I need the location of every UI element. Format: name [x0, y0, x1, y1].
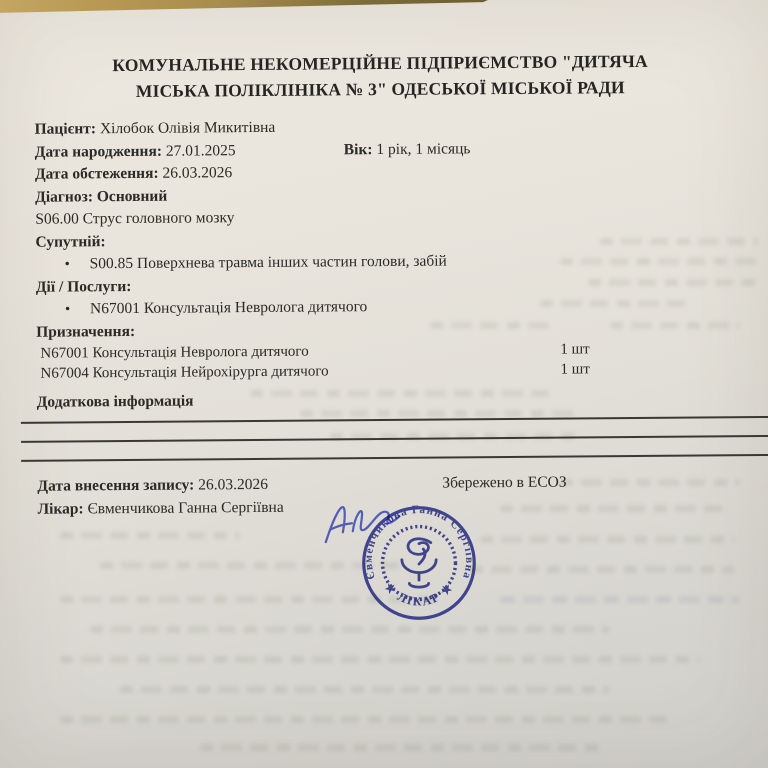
prescription-row [36, 358, 728, 383]
prescriptions-label: Призначення: [36, 322, 136, 341]
doctor-label: Лікар: [37, 499, 84, 518]
age-value: 1 рік, 1 місяць [376, 139, 471, 158]
stamp-ring-text: Євменчикова Ганна Сергіївна [362, 504, 476, 581]
services-label: Дії / Послуги: [35, 277, 132, 296]
stamp-bottom-text: ★ ЛІКАР ★ [381, 579, 457, 609]
birth-date-label: Дата народження: [34, 142, 163, 161]
additional-info-label: Додаткова інформація [36, 392, 194, 411]
patient-label: Пацієнт: [34, 120, 97, 138]
esoz-saved-status: Збережено в ЕСОЗ [442, 473, 567, 492]
prescription-name: N67004 Консультація Нейрохірурга дитячого [40, 363, 329, 382]
diagnosis-main-code: S06.00 Струс головного мозку [35, 209, 235, 228]
prescription-name: N67001 Консультація Невролога дитячого [40, 343, 309, 362]
comorbid-label: Супутній: [35, 232, 106, 251]
entry-date-value: 26.03.2026 [198, 475, 268, 494]
exam-date-label: Дата обстеження: [34, 164, 159, 183]
comorbid-item: • S00.85 Поверхнева травма інших частин голови, забій [36, 248, 728, 276]
patient-name: Хілобок Олівія Микитівна [99, 118, 276, 138]
blank-ruled-lines [21, 408, 768, 462]
prescription-qty: 1 шт [560, 361, 590, 378]
clinic-title: КОМУНАЛЬНЕ НЕКОМЕРЦІЙНЕ ПІДПРИЄМСТВО "ДИТЯЧА МІСЬКА ПОЛІКЛІНІКА № 3" ОДЕСЬКОЇ МІСЬКОЇ РАДИ [112, 50, 648, 101]
birth-date-value: 27.01.2025 [165, 141, 236, 160]
prescription-qty: 1 шт [560, 341, 590, 358]
exam-date-value: 26.03.2026 [162, 164, 233, 182]
diagnosis-label: Діагноз: [35, 187, 94, 206]
age-label: Вік: [343, 140, 373, 158]
doctor-name: Євменчикова Ганна Сергіївна [87, 498, 284, 517]
service-item: • N67001 Консультація Невролога дитячого [36, 293, 728, 321]
entry-date-label: Дата внесення запису: [37, 476, 195, 495]
diagnosis-type: Основний [96, 187, 168, 205]
